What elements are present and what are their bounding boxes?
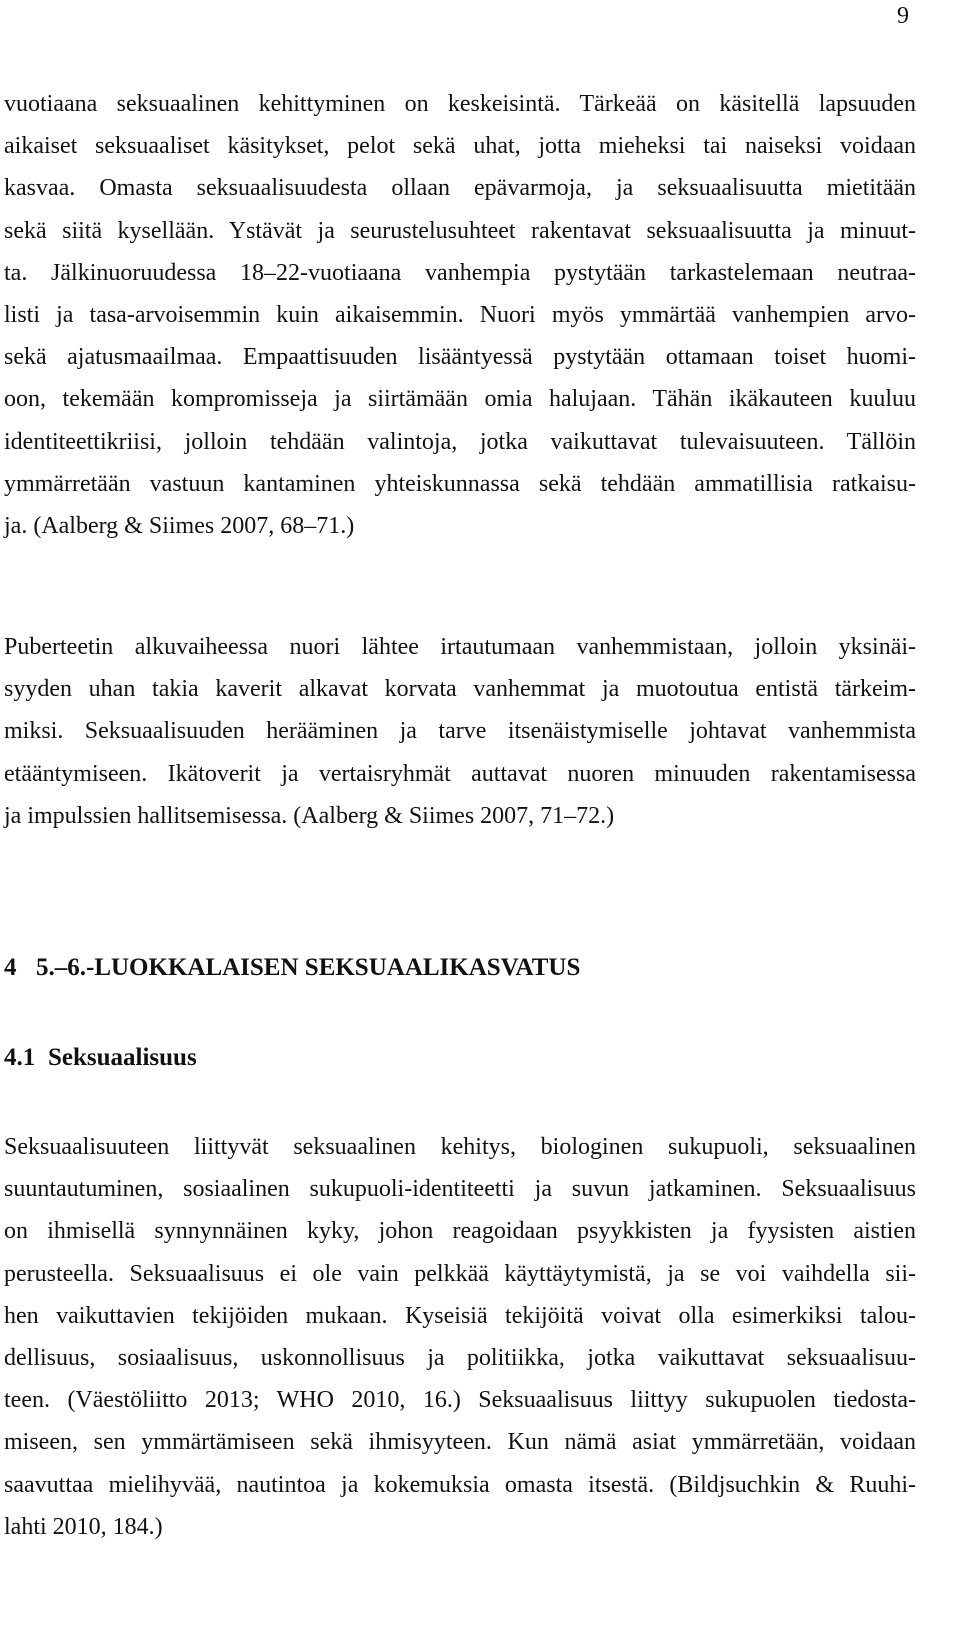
paragraph-line: ymmärretään vastuun kantaminen yhteiskunnassa sekä tehdään ammatillisia ratkaisu- [4, 470, 916, 497]
paragraph-line: suuntautuminen, sosiaalinen sukupuoli-identiteetti ja suvun jatkaminen. Seksuaalisuus [4, 1176, 916, 1203]
paragraph-line: ja. (Aalberg & Siimes 2007, 68–71.) [4, 513, 355, 540]
paragraph-line: dellisuus, sosiaalisuus, uskonnollisuus ja politiikka, jotka vaikuttavat seksuaalisuu- [4, 1345, 916, 1372]
paragraph-line: Puberteetin alkuvaiheessa nuori lähtee irtautumaan vanhemmistaan, jolloin yksinäi- [4, 634, 916, 660]
paragraph-1 [4, 83, 916, 547]
section-heading [4, 1043, 197, 1073]
paragraph-line: listi ja tasa-arvoisemmin kuin aikaisemmin. Nuori myös ymmärtää vanhempien arvo- [4, 302, 916, 329]
paragraph-line: miseen, sen ymmärtämiseen sekä ihmisyyteen. Kun nämä asiat ymmärretään, voidaan [4, 1429, 916, 1456]
paragraph-line: etääntymiseen. Ikätoverit ja vertaisryhmät auttavat nuoren minuuden rakentamisessa [4, 760, 916, 787]
chapter-heading [4, 953, 580, 983]
paragraph-line: Seksuaalisuuteen liittyvät seksuaalinen kehitys, biologinen sukupuoli, seksuaalinen [4, 1134, 916, 1160]
paragraph-line: vuotiaana seksuaalinen kehittyminen on keskeisintä. Tärkeää on käsitellä lapsuuden [4, 91, 916, 117]
paragraph-line: identiteettikriisi, jolloin tehdään valintoja, jotka vaikuttavat tulevaisuuteen. Tällöin [4, 428, 916, 455]
paragraph-3 [4, 1126, 916, 1548]
section-number: 4.1 [4, 1044, 36, 1071]
paragraph-line: aikaiset seksuaaliset käsitykset, pelot sekä uhat, jotta mieheksi tai naiseksi voidaan [4, 133, 916, 160]
paragraph-line: oon, tekemään kompromisseja ja siirtämään omia halujaan. Tähän ikäkauteen kuuluu [4, 386, 916, 413]
paragraph-line: sekä siitä kysellään. Ystävät ja seurustelusuhteet rakentavat seksuaalisuutta ja minuut- [4, 217, 916, 244]
paragraph-line: perusteella. Seksuaalisuus ei ole vain pelkkää käyttäytymistä, ja se voi vaihdella sii- [4, 1260, 916, 1287]
paragraph-line: syyden uhan takia kaverit alkavat korvata vanhemmat ja muotoutua entistä tärkeim- [4, 676, 916, 703]
paragraph-line: hen vaikuttavien tekijöiden mukaan. Kyseisiä tekijöitä voivat olla esimerkiksi talou- [4, 1302, 916, 1329]
paragraph-2 [4, 626, 916, 837]
paragraph-line: teen. (Väestöliitto 2013; WHO 2010, 16.) Seksuaalisuus liittyy sukupuolen tiedosta- [4, 1387, 916, 1414]
paragraph-line: saavuttaa mielihyvää, nautintoa ja kokemuksia omasta itsestä. (Bildjsuchkin & Ruuhi- [4, 1471, 916, 1498]
paragraph-line: ta. Jälkinuoruudessa 18–22-vuotiaana vanhempia pystytään tarkastelemaan neutraa- [4, 259, 916, 286]
paragraph-line: sekä ajatusmaailmaa. Empaattisuuden lisääntyessä pystytään ottamaan toiset huomi- [4, 344, 916, 371]
page-number: 9 [897, 3, 909, 29]
chapter-title: 5.–6.-LUOKKALAISEN SEKSUAALIKASVATUS [36, 954, 581, 981]
paragraph-line: ja impulssien hallitsemisessa. (Aalberg & Siimes 2007, 71–72.) [4, 802, 615, 829]
paragraph-line: lahti 2010, 184.) [4, 1513, 163, 1540]
chapter-number: 4 [4, 954, 17, 981]
section-title: Seksuaalisuus [48, 1044, 197, 1071]
paragraph-line: kasvaa. Omasta seksuaalisuudesta ollaan epävarmoja, ja seksuaalisuutta mietitään [4, 175, 916, 202]
paragraph-line: on ihmisellä synnynnäinen kyky, johon reagoidaan psyykkisten ja fyysisten aistien [4, 1218, 916, 1245]
paragraph-line: miksi. Seksuaalisuuden herääminen ja tarve itsenäistymiselle johtavat vanhemmista [4, 718, 916, 745]
